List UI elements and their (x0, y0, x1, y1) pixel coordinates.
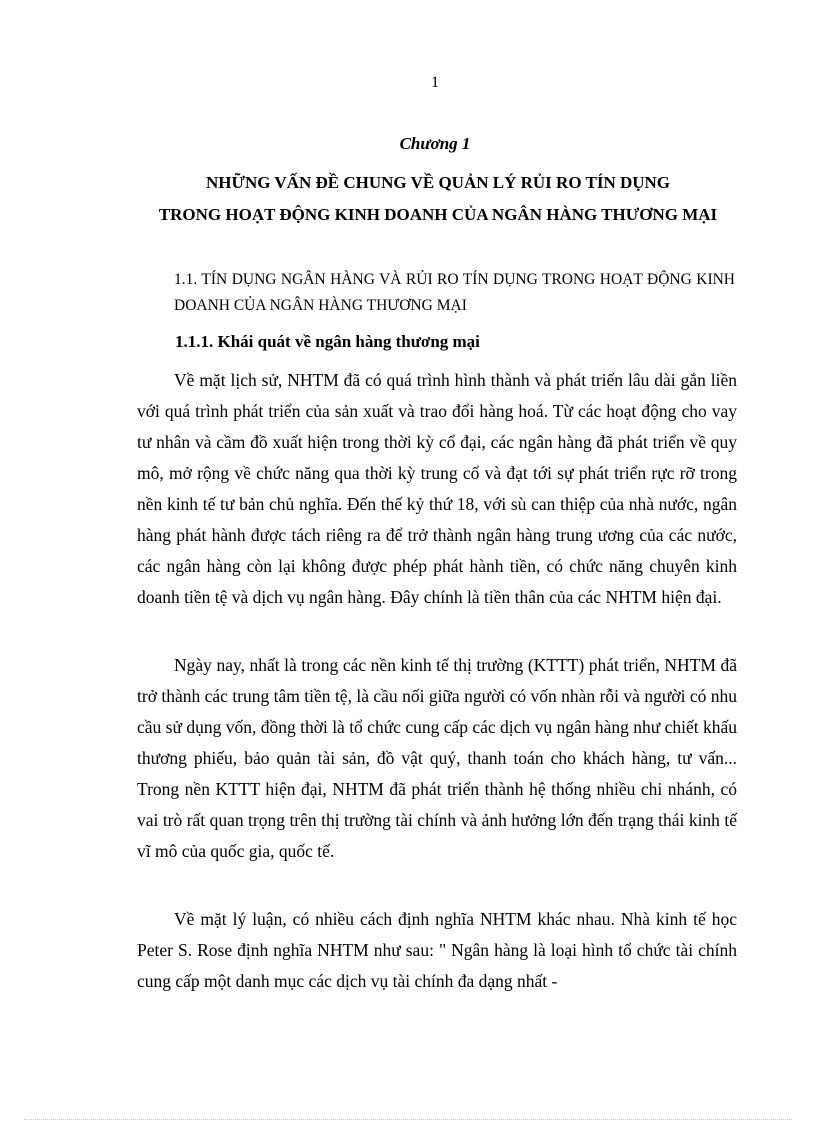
chapter-title-line-1: NHỮNG VẤN ĐỀ CHUNG VỀ QUẢN LÝ RỦI RO TÍN DỤNG (205, 173, 671, 192)
section-heading-text: 1.1. TÍN DỤNG NGÂN HÀNG VÀ RỦI RO TÍN DỤNG TRONG HOẠT ĐỘNG KINH DOANH CỦA NGÂN HÀNG THƯƠNG MẠI (174, 271, 735, 314)
body-paragraph: Ngày nay, nhất là trong các nền kinh tế thị trường (KTTT) phát triển, NHTM đã trở thành các trung tâm tiền tệ, là cầu nối giữa người có vốn nhàn rỗi và người có nhu cầu sử dụng vốn, đồng thời là tổ chức cung cấp các dịch vụ ngân hàng như chiết khấu thương phiếu, bảo quản tài sản, đồ vật quý, thanh toán cho khách hàng, tư vấn... Trong nền KTTT hiện đại, NHTM đã phát triển thành hệ thống nhiều chi nhánh, có vai trò rất quan trọng trên thị trường tài chính và ảnh hưởng lớn đến trạng thái kinh tế vĩ mô của quốc gia, quốc tế. (137, 655, 737, 861)
chapter-title-line-2: TRONG HOẠT ĐỘNG KINH DOANH CỦA NGÂN HÀNG THƯƠNG MẠI (158, 205, 718, 224)
subsection-heading: 1.1.1. Khái quát về ngân hàng thương mại (175, 332, 480, 351)
section-heading (137, 267, 735, 319)
body-paragraph: Về mặt lịch sử, NHTM đã có quá trình hình thành và phát triển lâu dài gắn liền với quá trình phát triển của sản xuất và trao đổi hàng hoá. Từ các hoạt động cho vay tư nhân và cầm đồ xuất hiện trong thời kỳ cổ đại, các ngân hàng đã phát triển về quy mô, mở rộng về chức năng qua thời kỳ trung cổ và đạt tới sự phát triển rực rỡ trong nền kinh tế tư bản chủ nghĩa. Đến thế kỷ thứ 18, với sù can thiệp của nhà nước, ngân hàng phát hành được tách riêng ra để trở thành ngân hàng trung ương của các nước, các ngân hàng còn lại không được phép phát hành tiền, có chức năng chuyên kinh doanh tiền tệ và dịch vụ ngân hàng. Đây chính là tiền thân của các NHTM hiện đại. (137, 370, 737, 607)
body-paragraph: Về mặt lý luận, có nhiều cách định nghĩa NHTM khác nhau. Nhà kinh tế học Peter S. Rose định nghĩa NHTM như sau: " Ngân hàng là loại hình tổ chức tài chính cung cấp một danh mục các dịch vụ tài chính đa dạng nhất - (137, 909, 737, 991)
page-bottom-divider (24, 1119, 792, 1120)
page-number: 1 (431, 74, 439, 91)
chapter-heading: Chương 1 (399, 134, 471, 153)
